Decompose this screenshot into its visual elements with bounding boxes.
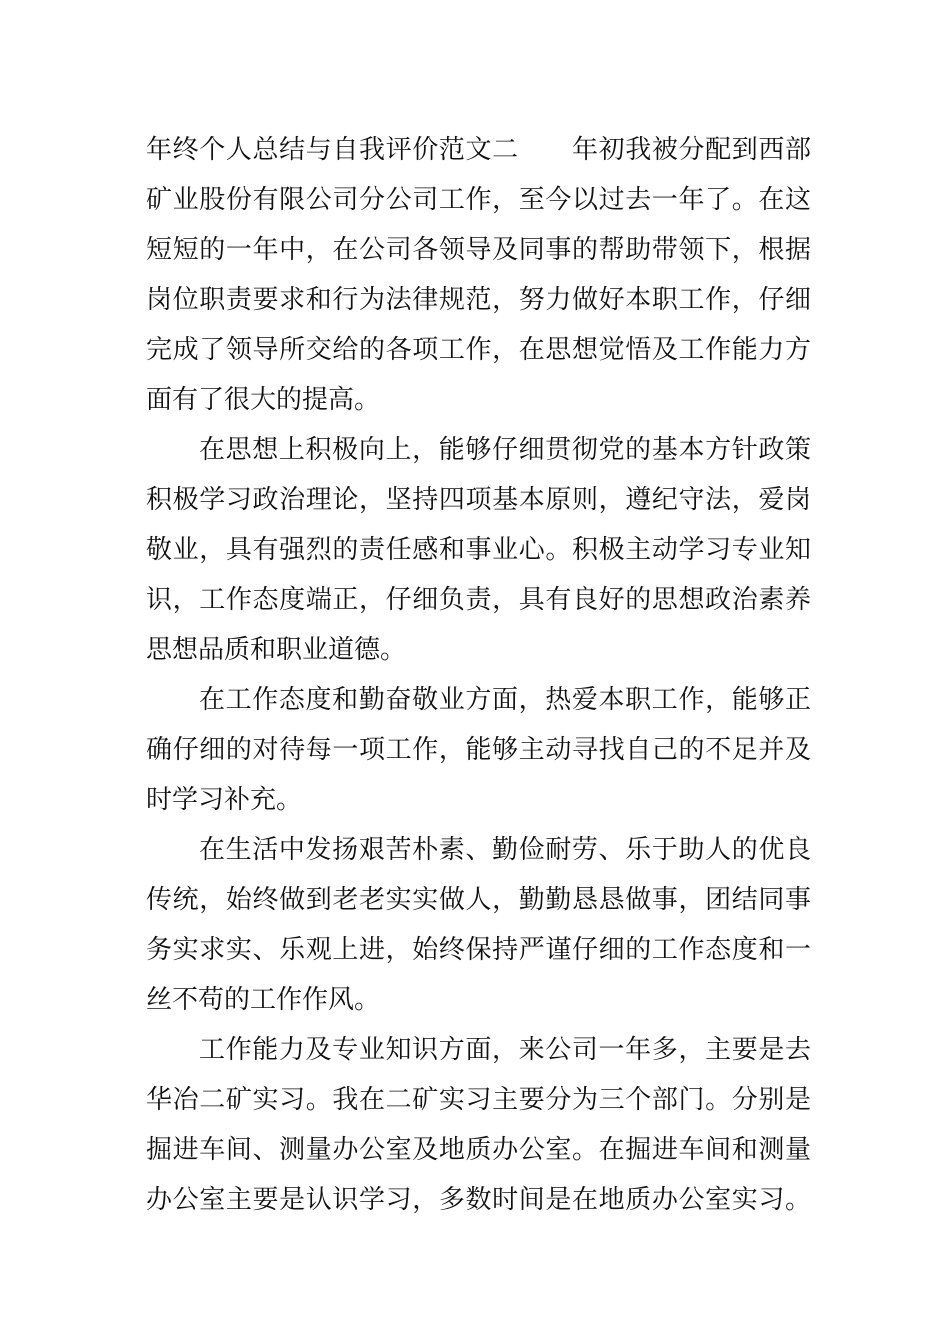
text-line: 传统，始终做到老老实实做人，勤勤恳恳做事，团结同事 xyxy=(146,885,811,915)
text-line: 掘进车间、测量办公室及地质办公室。在掘进车间和测量 xyxy=(146,1135,811,1165)
text-line: 岗位职责要求和行为法律规范，努力做好本职工作，仔细 xyxy=(146,285,811,315)
text-line: 在思想上积极向上，能够仔细贯彻党的基本方针政策 xyxy=(199,435,811,465)
text-line: 确仔细的对待每一项工作，能够主动寻找自己的不足并及 xyxy=(146,735,811,765)
text-line: 务实求实、乐观上进，始终保持严谨仔细的工作态度和一 xyxy=(146,935,811,965)
text-line: 矿业股份有限公司分公司工作，至今以过去一年了。在这 xyxy=(146,185,811,215)
text-line: 完成了领导所交给的各项工作，在思想觉悟及工作能力方 xyxy=(146,335,811,365)
text-line: 在工作态度和勤奋敬业方面，热爱本职工作，能够正 xyxy=(199,685,811,715)
text-line: 年终个人总结与自我评价范文二 年初我被分配到西部 xyxy=(146,135,811,165)
text-line: 工作能力及专业知识方面，来公司一年多，主要是去 xyxy=(199,1035,811,1065)
text-line: 时学习补充。 xyxy=(146,785,303,815)
text-line: 丝不苟的工作作风。 xyxy=(146,985,381,1015)
text-line: 思想品质和职业道德。 xyxy=(146,635,407,665)
text-line: 面有了很大的提高。 xyxy=(146,385,381,415)
text-line: 短短的一年中，在公司各领导及同事的帮助带领下，根据 xyxy=(146,235,811,265)
text-line: 敬业，具有强烈的责任感和事业心。积极主动学习专业知 xyxy=(146,535,811,565)
text-line: 识，工作态度端正，仔细负责，具有良好的思想政治素养 xyxy=(146,585,811,615)
text-line: 在生活中发扬艰苦朴素、勤俭耐劳、乐于助人的优良 xyxy=(199,835,811,865)
text-line: 积极学习政治理论，坚持四项基本原则，遵纪守法，爱岗 xyxy=(146,485,811,515)
document-body xyxy=(146,125,811,1225)
text-line: 华冶二矿实习。我在二矿实习主要分为三个部门。分别是 xyxy=(146,1085,811,1115)
text-line: 办公室主要是认识学习，多数时间是在地质办公室实习。 xyxy=(146,1185,811,1215)
